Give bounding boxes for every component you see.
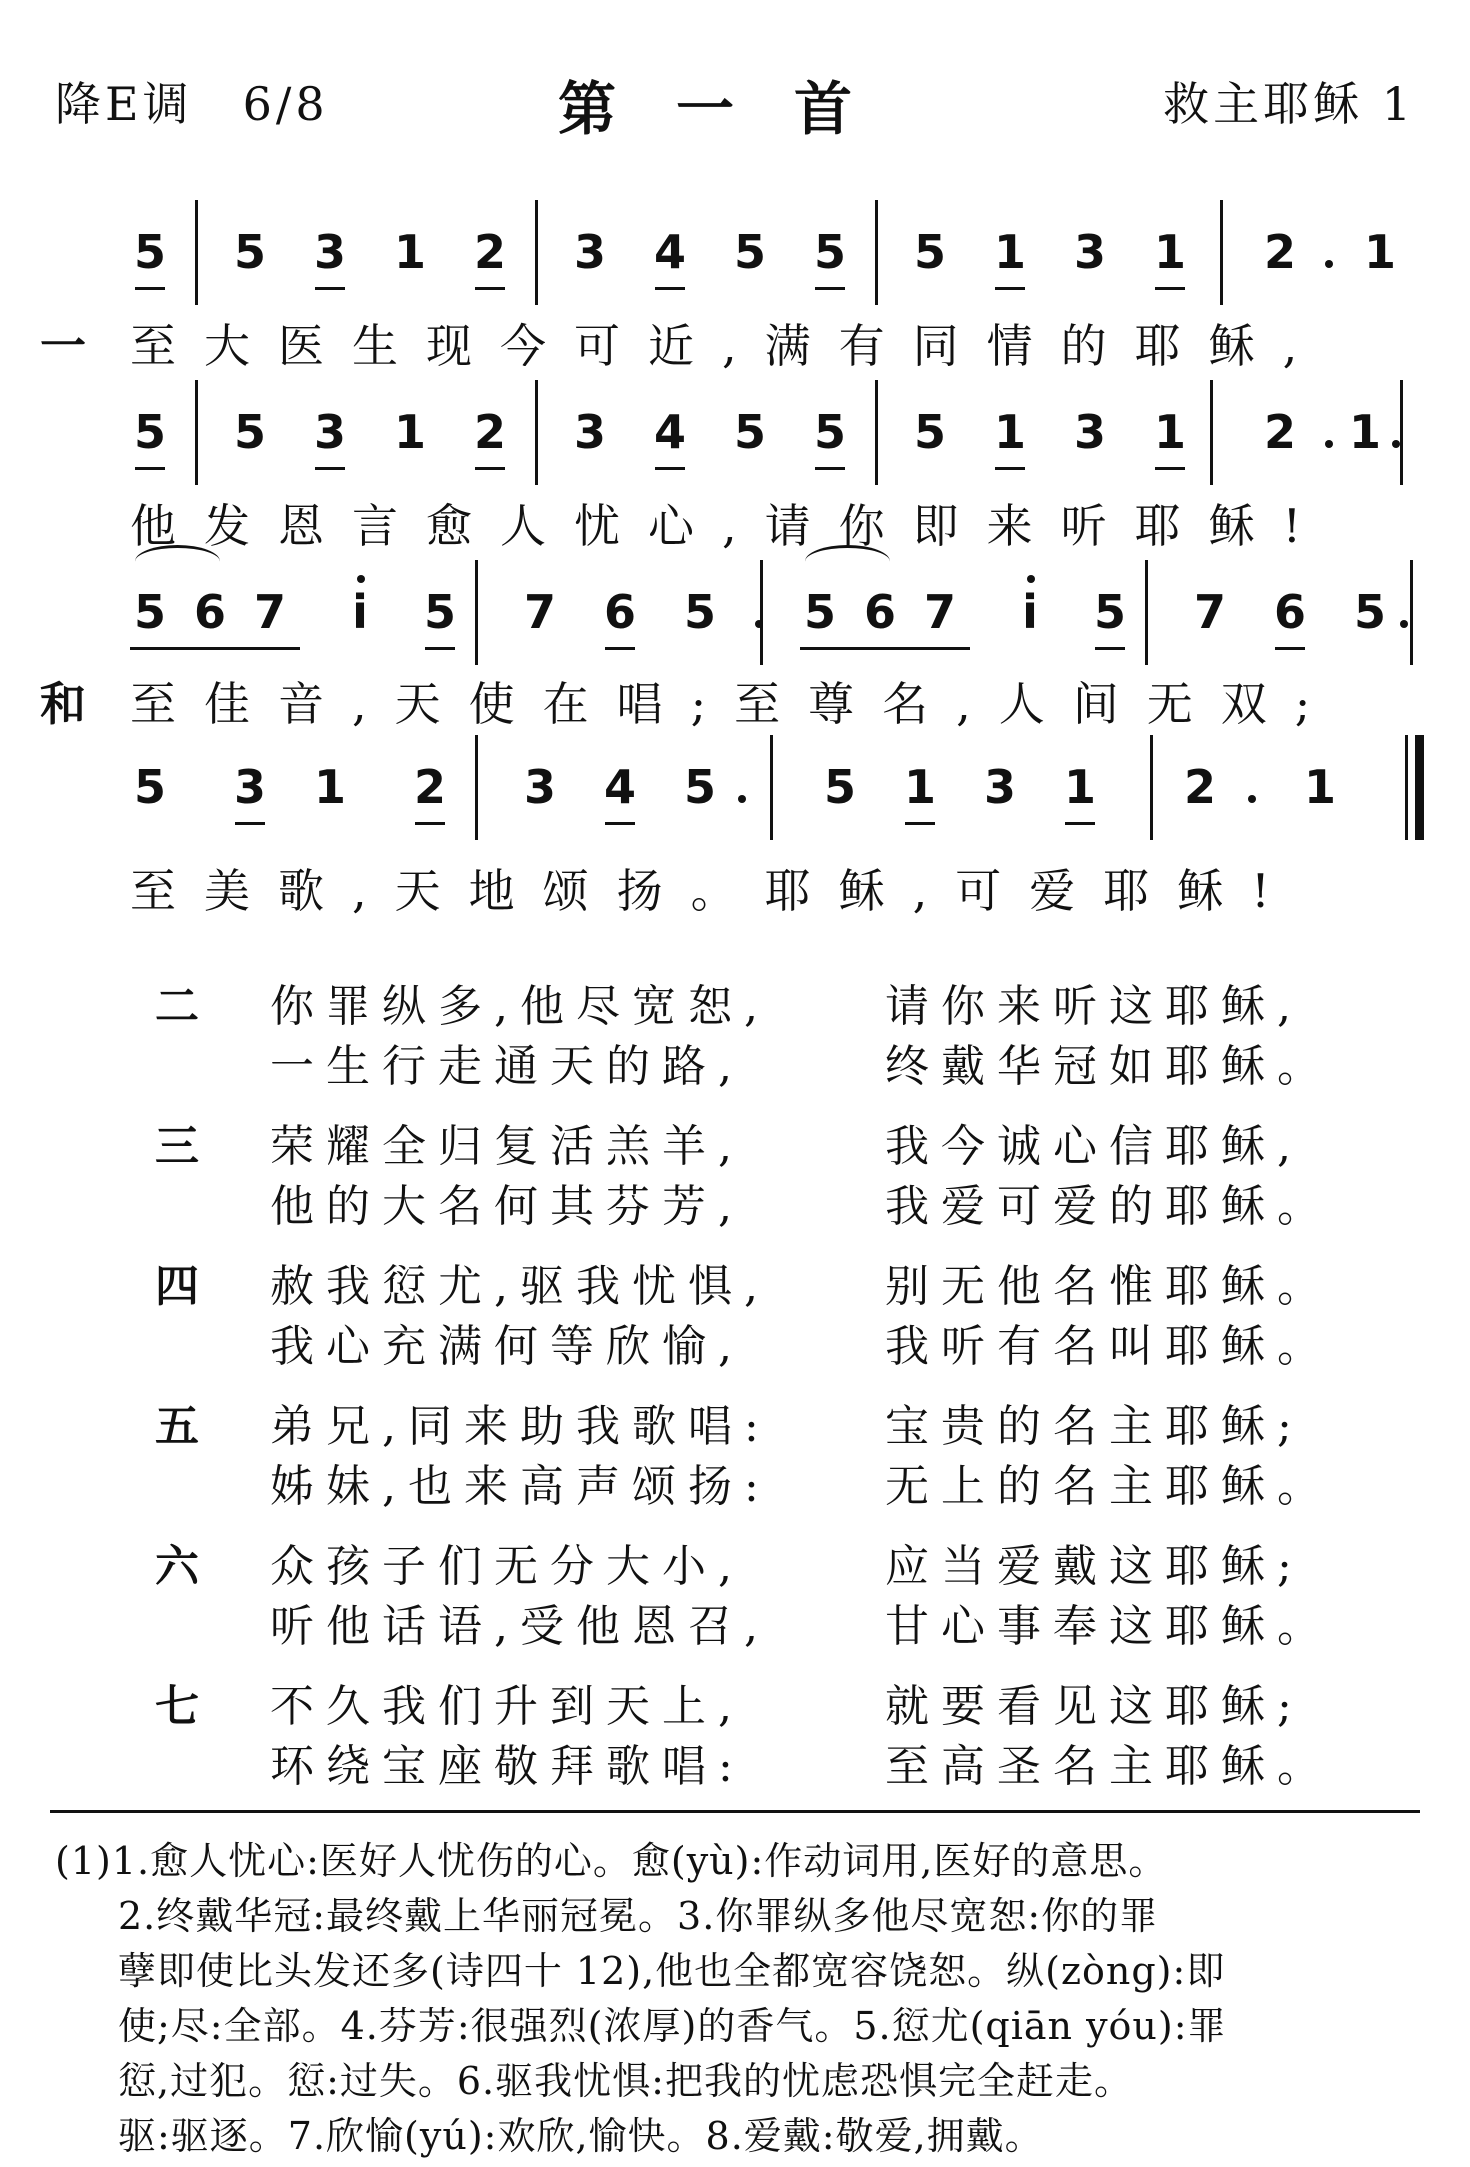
high-dot — [1027, 575, 1035, 583]
underline — [800, 647, 970, 650]
underline — [415, 822, 445, 825]
verse-line: 别无他名惟耶稣。 — [885, 1261, 1333, 1312]
underline — [655, 467, 685, 470]
dot — [1248, 795, 1256, 803]
verse-line: 我今诚心信耶稣, — [885, 1121, 1303, 1172]
verse-line: 姊妹,也来高声颂扬: — [270, 1461, 771, 1512]
verse-line: 宝贵的名主耶稣; — [885, 1401, 1304, 1452]
note: 5 — [733, 405, 766, 459]
verse-line: 他的大名何其芬芳, — [270, 1181, 744, 1232]
note: i — [1022, 585, 1038, 639]
note: 2 — [473, 225, 506, 279]
verse-line: 我听有名叫耶稣。 — [885, 1321, 1333, 1372]
verse-number: 二 — [155, 981, 199, 1032]
bar-line — [1410, 560, 1413, 665]
verse-line: 无上的名主耶稣。 — [885, 1461, 1333, 1512]
note: 1 — [1153, 405, 1186, 459]
note: 3 — [983, 760, 1016, 814]
underline — [1065, 822, 1095, 825]
note: 2 — [473, 405, 506, 459]
note: 6 — [863, 585, 896, 639]
note: 5 — [683, 585, 716, 639]
verse-number: 三 — [155, 1121, 199, 1172]
bar-line — [875, 380, 878, 485]
underline — [315, 467, 345, 470]
verse-line: 你罪纵多,他尽宽恕, — [270, 981, 770, 1032]
bar-line — [770, 735, 773, 840]
verse-line: 就要看见这耶稣; — [885, 1681, 1304, 1732]
underline — [905, 822, 935, 825]
verse-line: 终戴华冠如耶稣。 — [885, 1041, 1333, 1092]
note: 5 — [1353, 585, 1386, 639]
chorus-label: 和 — [40, 677, 86, 731]
note: 2 — [1183, 760, 1216, 814]
note: 5 — [233, 405, 266, 459]
lyric-line-1: 至大医生现今可近,满有同情的耶稣, — [130, 319, 1326, 373]
bar-line — [195, 200, 198, 305]
note: 3 — [523, 760, 556, 814]
verse-number: 四 — [155, 1261, 199, 1312]
lyric-line-4: 至美歌,天地颂扬。耶稣,可爱耶稣! — [130, 864, 1298, 918]
page-title: 第一首 — [557, 75, 912, 143]
bar-line — [535, 200, 538, 305]
bar-line — [1220, 200, 1223, 305]
note: 3 — [313, 405, 346, 459]
bar-line — [535, 380, 538, 485]
bar-line — [760, 560, 763, 665]
note: 1 — [993, 225, 1026, 279]
note: 2 — [1263, 405, 1296, 459]
footnote-line: 愆,过犯。愆:过失。6.驱我忧惧:把我的忧虑恐惧完全赶走。 — [118, 2059, 1133, 2103]
note: 4 — [653, 405, 686, 459]
verse-line: 不久我们升到天上, — [270, 1681, 744, 1732]
verse-line: 赦我愆尤,驱我忧惧, — [270, 1261, 770, 1312]
note: 5 — [133, 225, 166, 279]
note: 1 — [1153, 225, 1186, 279]
note: 2 — [1263, 225, 1296, 279]
underline — [425, 647, 455, 650]
verse-line: 我爱可爱的耶稣。 — [885, 1181, 1333, 1232]
note: 6 — [193, 585, 226, 639]
underline — [1095, 647, 1125, 650]
underline — [815, 287, 845, 290]
note: 3 — [233, 760, 266, 814]
underline — [235, 822, 265, 825]
note: 1 — [393, 225, 426, 279]
note: 5 — [233, 225, 266, 279]
high-dot — [357, 575, 365, 583]
note: 7 — [923, 585, 956, 639]
note: 1 — [1063, 760, 1096, 814]
bar-line — [875, 200, 878, 305]
verse-line: 一生行走通天的路, — [270, 1041, 744, 1092]
underline — [995, 467, 1025, 470]
note: 5 — [803, 585, 836, 639]
verse-line: 众孩子们无分大小, — [270, 1541, 744, 1592]
bar-line — [1145, 560, 1148, 665]
verse-line: 甘心事奉这耶稣。 — [885, 1601, 1333, 1652]
note: 4 — [603, 760, 636, 814]
note: 3 — [1073, 225, 1106, 279]
note: 1 — [1348, 405, 1381, 459]
underline — [1275, 647, 1305, 650]
verse-line: 弟兄,同来助我歌唱: — [270, 1401, 771, 1452]
bar-line — [195, 380, 198, 485]
bar-line — [1210, 380, 1213, 485]
underline — [605, 822, 635, 825]
dot — [738, 795, 746, 803]
footnote-line: 使;尽:全部。4.芬芳:很强烈(浓厚)的香气。5.愆尤(qiān yóu):罪 — [118, 2004, 1227, 2048]
footnote-line: (1)1.愈人忧心:医好人忧伤的心。愈(yù):作动词用,医好的意思。 — [55, 1839, 1168, 1883]
verse-number: 五 — [155, 1401, 199, 1452]
note: 4 — [653, 225, 686, 279]
note: 1 — [1363, 225, 1396, 279]
bar-line — [475, 560, 478, 665]
bar-line — [1150, 735, 1153, 840]
underline — [475, 467, 505, 470]
footnote-divider — [50, 1810, 1420, 1813]
underline — [605, 647, 635, 650]
lyric-line-3: 至佳音,天使在唱;至尊名,人间无双; — [130, 677, 1339, 731]
note: 5 — [133, 760, 166, 814]
note: i — [352, 585, 368, 639]
verse-line: 请你来听这耶稣, — [885, 981, 1303, 1032]
footnote-line: 2.终戴华冠:最终戴上华丽冠冕。3.你罪纵多他尽宽恕:你的罪 — [118, 1894, 1159, 1938]
note: 7 — [253, 585, 286, 639]
hymn-reference: 救主耶稣 1 — [1163, 77, 1415, 131]
verse-line: 环绕宝座敬拜歌唱: — [270, 1741, 745, 1792]
note: 5 — [813, 405, 846, 459]
underline — [135, 287, 165, 290]
note: 2 — [413, 760, 446, 814]
underline — [315, 287, 345, 290]
verse-line: 听他话语,受他恩召, — [270, 1601, 770, 1652]
note: 3 — [573, 225, 606, 279]
note: 5 — [913, 225, 946, 279]
verse-line: 至高圣名主耶稣。 — [885, 1741, 1333, 1792]
verse-line: 我心充满何等欣愉, — [270, 1321, 744, 1372]
verse-number: 六 — [155, 1541, 199, 1592]
note: 1 — [393, 405, 426, 459]
note: 5 — [133, 405, 166, 459]
note: 1 — [313, 760, 346, 814]
note: 7 — [1193, 585, 1226, 639]
underline — [135, 467, 165, 470]
dot — [1392, 440, 1400, 448]
note: 1 — [993, 405, 1026, 459]
dot — [1325, 260, 1333, 268]
bar-line — [475, 735, 478, 840]
underline — [1155, 467, 1185, 470]
underline — [655, 287, 685, 290]
note: 5 — [133, 585, 166, 639]
footnote-line: 驱:驱逐。7.欣愉(yú):欢欣,愉快。8.爱戴:敬爱,拥戴。 — [118, 2114, 1044, 2158]
note: 5 — [823, 760, 856, 814]
verse-label-1: 一 — [40, 319, 86, 373]
final-bar-thick — [1415, 735, 1424, 840]
note: 1 — [903, 760, 936, 814]
note: 3 — [573, 405, 606, 459]
note: 3 — [313, 225, 346, 279]
note: 5 — [683, 760, 716, 814]
note: 5 — [913, 405, 946, 459]
dot — [1400, 620, 1408, 628]
note: 5 — [1093, 585, 1126, 639]
note: 7 — [523, 585, 556, 639]
note: 5 — [813, 225, 846, 279]
key-signature: 降E调 6/8 — [55, 77, 329, 131]
verse-line: 应当爱戴这耶稣; — [885, 1541, 1304, 1592]
note: 5 — [423, 585, 456, 639]
underline — [1155, 287, 1185, 290]
underline — [815, 467, 845, 470]
dot — [1325, 440, 1333, 448]
verse-line: 荣耀全归复活羔羊, — [270, 1121, 744, 1172]
bar-line — [1400, 380, 1403, 485]
note: 5 — [733, 225, 766, 279]
final-bar — [1405, 735, 1408, 840]
note: 6 — [603, 585, 636, 639]
underline — [130, 647, 300, 650]
underline — [475, 287, 505, 290]
verse-number: 七 — [155, 1681, 199, 1732]
note: 1 — [1303, 760, 1336, 814]
note: 6 — [1273, 585, 1306, 639]
underline — [995, 287, 1025, 290]
footnote-line: 孽即使比头发还多(诗四十 12),他也全都宽容饶恕。纵(zòng):即 — [118, 1949, 1226, 1993]
dot — [755, 620, 763, 628]
lyric-line-2: 他发恩言愈人忧心,请你即来听耶稣! — [130, 499, 1330, 553]
note: 3 — [1073, 405, 1106, 459]
